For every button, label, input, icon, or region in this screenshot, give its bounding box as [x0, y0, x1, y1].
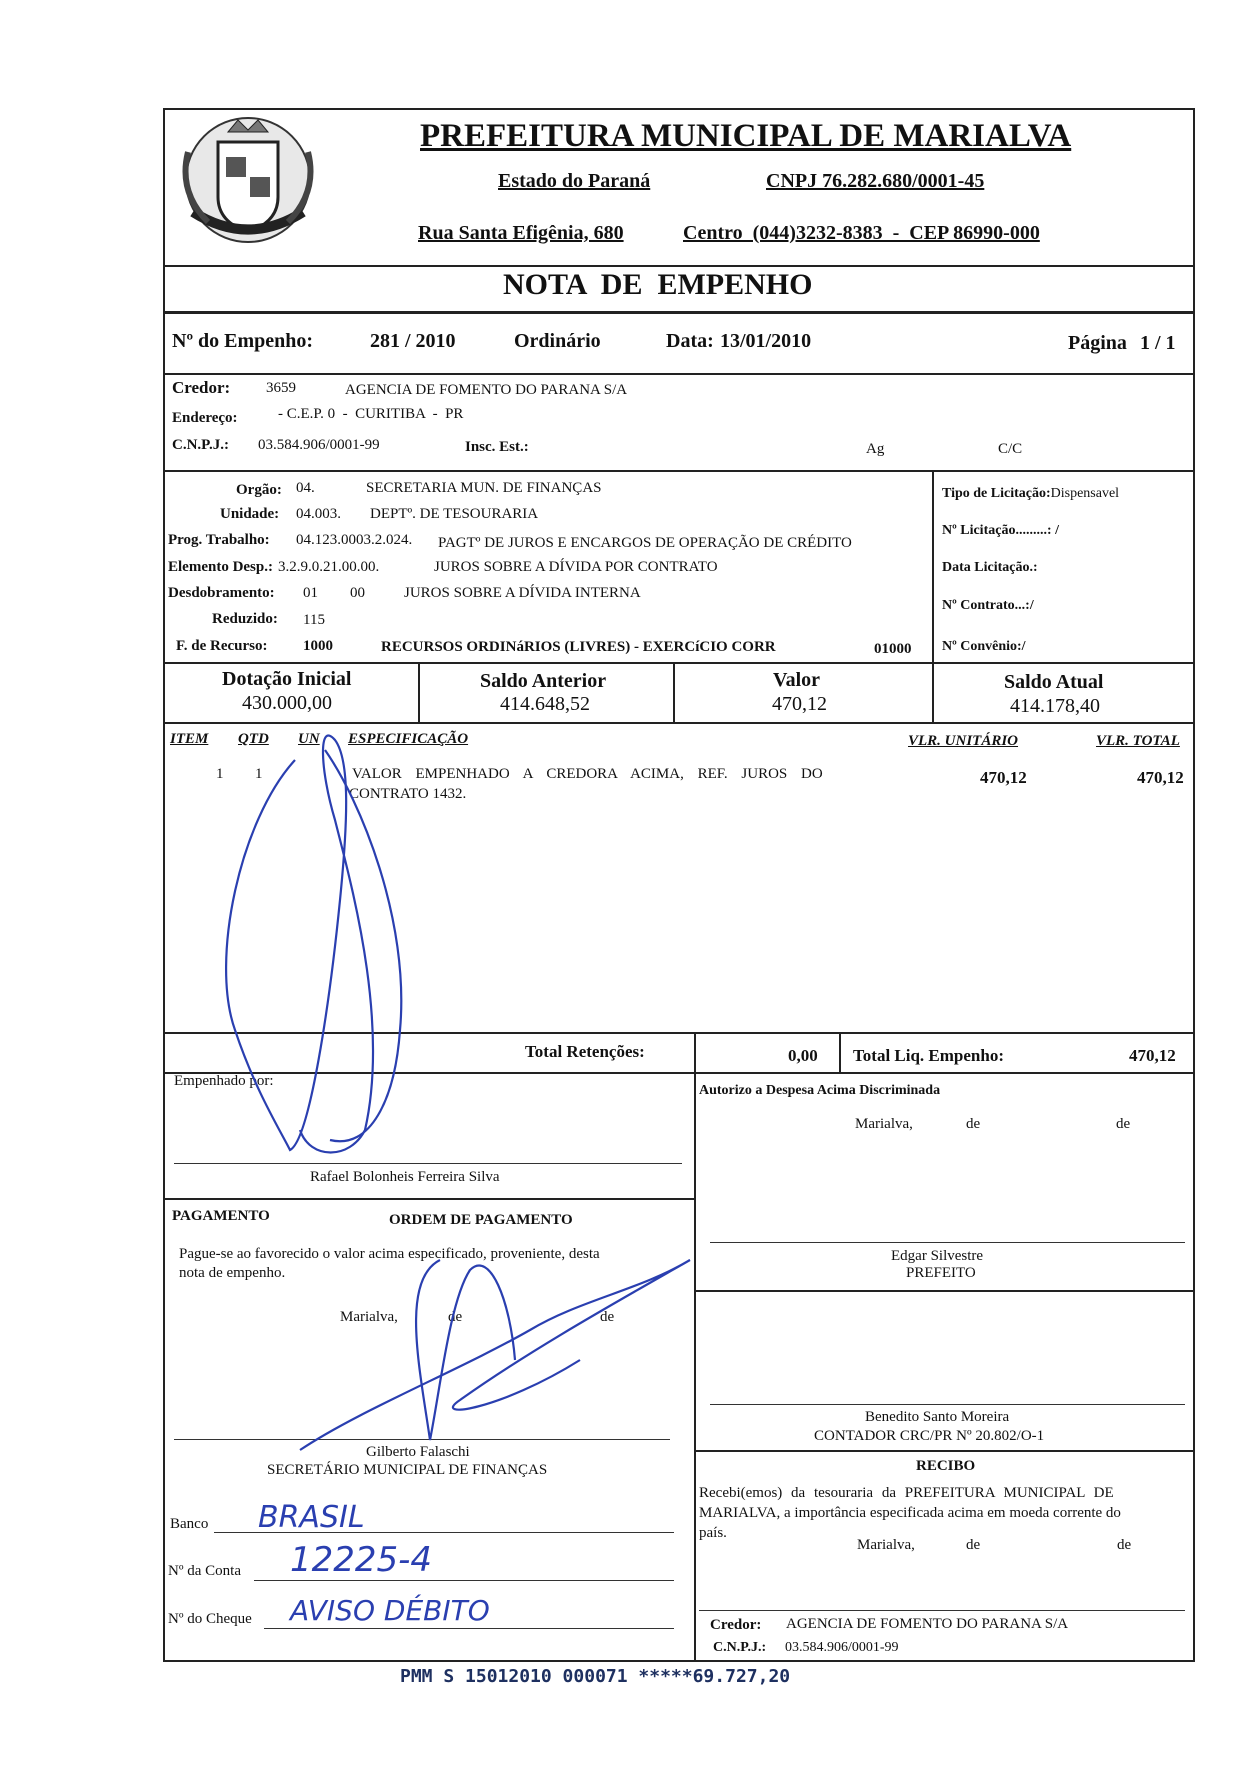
conta-label: Nº da Conta — [168, 1563, 241, 1579]
total-liq-value: 470,12 — [1129, 1046, 1176, 1065]
doc-title: NOTA DE EMPENHO — [503, 268, 813, 301]
col-especificacao: ESPECIFICAÇÃO — [348, 731, 469, 747]
recibo-label: RECIBO — [916, 1458, 976, 1474]
saldo-anterior-value: 414.648,52 — [500, 693, 590, 715]
conta-handwritten: 12225-4 — [290, 1540, 433, 1580]
autorizo-de1: de — [966, 1116, 981, 1132]
address-street: Rua Santa Efigênia, 680 — [418, 222, 624, 244]
tipo-licitacao-label — [942, 486, 1119, 502]
empenhado-label: Empenhado por: — [174, 1073, 274, 1089]
cnpj-label: C.N.P.J.: — [172, 437, 229, 453]
page-value: 1 / 1 — [1140, 332, 1176, 354]
data-licitacao: Data Licitação.: — [942, 560, 1038, 575]
prog-label: Prog. Trabalho: — [168, 532, 270, 548]
recibo-credor-value: AGENCIA DE FOMENTO DO PARANA S/A — [786, 1616, 1069, 1632]
orgao-label: Orgão: — [236, 482, 282, 498]
desd-name: JUROS SOBRE A DÍVIDA INTERNA — [404, 585, 641, 601]
elem-name: JUROS SOBRE A DÍVIDA POR CONTRATO — [434, 559, 718, 575]
row-espec-2: CONTRATO 1432. — [349, 786, 467, 802]
credor-label: Credor: — [172, 378, 231, 397]
prefeito-cargo: PREFEITO — [906, 1265, 976, 1281]
fonte-name: RECURSOS ORDINáRIOS (LIVRES) - EXERCíCIO CORR — [381, 639, 776, 655]
cheque-label: Nº do Cheque — [168, 1611, 252, 1627]
prog-code: 04.123.0003.2.024. — [296, 532, 413, 548]
prefeito-nome: Edgar Silvestre — [891, 1248, 984, 1264]
banco-label: Banco — [170, 1516, 209, 1532]
dotacao-inicial-label: Dotação Inicial — [222, 668, 352, 690]
col-un: UN — [298, 731, 320, 747]
elem-label: Elemento Desp.: — [168, 559, 273, 575]
orgao-code: 04. — [296, 480, 315, 496]
cc-label: C/C — [998, 441, 1023, 457]
coat-of-arms-logo — [168, 112, 328, 262]
empenho-number-label: Nº do Empenho: — [172, 330, 314, 352]
prog-name: PAGTº DE JUROS E ENCARGOS DE OPERAÇÃO DE CRÉDITO — [438, 535, 852, 551]
pagamento-texto-2: nota de empenho. — [179, 1265, 286, 1281]
num-contrato: Nº Contrato...:/ — [942, 598, 1034, 613]
credor-name: AGENCIA DE FOMENTO DO PARANA S/A — [345, 382, 628, 398]
fonte-code: 1000 — [303, 638, 333, 654]
num-convenio: Nº Convênio:/ — [942, 639, 1026, 654]
saldo-atual-value: 414.178,40 — [1010, 695, 1100, 717]
estado: Estado do Paraná — [498, 170, 651, 192]
row-item: 1 — [216, 766, 224, 782]
reduzido-label: Reduzido: — [212, 611, 278, 627]
total-liq-label: Total Liq. Empenho: — [853, 1046, 1004, 1065]
row-vlr-total: 470,12 — [1137, 768, 1184, 787]
num-licitacao: Nº Licitação.........: / — [942, 523, 1059, 538]
total-retencoes-label: Total Retenções: — [525, 1042, 645, 1061]
endereco-label: Endereço: — [172, 410, 238, 426]
autorizo-local: Marialva, — [855, 1116, 913, 1132]
pagamento-local: Marialva, — [340, 1309, 398, 1325]
handwritten-signature-empenho — [200, 700, 460, 1160]
handwritten-signature-ordem — [280, 1240, 700, 1470]
date-value: 13/01/2010 — [720, 330, 812, 352]
contador-nome: Benedito Santo Moreira — [865, 1409, 1010, 1425]
recibo-credor-label: Credor: — [710, 1617, 762, 1633]
fonte-code-2: 01000 — [874, 641, 912, 657]
fonte-label: F. de Recurso: — [176, 638, 268, 654]
col-vlr-total: VLR. TOTAL — [1096, 733, 1180, 749]
autorizo-de2: de — [1116, 1116, 1131, 1132]
unidade-code: 04.003. — [296, 506, 341, 522]
recibo-texto-2: MARIALVA, a importância especificada acima em moeda corrente do — [699, 1505, 1121, 1521]
autorizo-label: Autorizo a Despesa Acima Discriminada — [699, 1083, 941, 1098]
unidade-label: Unidade: — [220, 506, 280, 522]
ag-label: Ag — [866, 441, 885, 457]
desd-b: 00 — [350, 585, 365, 601]
reduzido-value: 115 — [303, 612, 325, 628]
saldo-anterior-label: Saldo Anterior — [480, 670, 607, 692]
endereco-value: - C.E.P. 0 - CURITIBA - PR — [278, 406, 464, 422]
row-vlr-unit: 470,12 — [980, 768, 1027, 787]
footer-stamp: PMM S 15012010 000071 *****69.727,20 — [400, 1666, 791, 1687]
orgao-name: SECRETARIA MUN. DE FINANÇAS — [366, 480, 602, 496]
recibo-texto-3: país. — [699, 1525, 727, 1541]
row-qtd: 1 — [255, 766, 263, 782]
total-retencoes-value: 0,00 — [788, 1046, 818, 1065]
empenhado-nome: Rafael Bolonheis Ferreira Silva — [310, 1169, 500, 1185]
empenho-number: 281 / 2010 — [370, 330, 456, 352]
banco-handwritten: BRASIL — [258, 1500, 365, 1535]
page-label: Página — [1068, 332, 1127, 354]
col-vlr-unitario: VLR. UNITÁRIO — [908, 733, 1019, 749]
desd-a: 01 — [303, 585, 318, 601]
empenho-type: Ordinário — [514, 330, 601, 352]
recibo-cnpj-value: 03.584.906/0001-99 — [785, 1640, 899, 1655]
valor-label: Valor — [773, 669, 821, 691]
recibo-local: Marialva, — [857, 1537, 915, 1553]
secretario-nome: Gilberto Falaschi — [366, 1444, 470, 1460]
pagamento-de1: de — [448, 1309, 463, 1325]
unidade-name: DEPTº. DE TESOURARIA — [370, 506, 539, 522]
desd-label: Desdobramento: — [168, 585, 275, 601]
pagamento-label: PAGAMENTO — [172, 1208, 270, 1224]
col-qtd: QTD — [238, 731, 269, 747]
cnpj-header: CNPJ 76.282.680/0001-45 — [766, 170, 985, 192]
pagamento-de2: de — [600, 1309, 615, 1325]
cnpj-value: 03.584.906/0001-99 — [258, 437, 380, 453]
row-espec-1: VALOR EMPENHADO A CREDORA ACIMA, REF. JUROS DO — [352, 766, 823, 782]
dotacao-inicial-value: 430.000,00 — [242, 692, 332, 714]
insc-label: Insc. Est.: — [465, 439, 529, 455]
pagamento-texto-1: Pague-se ao favorecido o valor acima especificado, proveniente, desta — [179, 1246, 600, 1262]
recibo-texto-1: Recebi(emos) da tesouraria da PREFEITURA MUNICIPAL DE — [699, 1485, 1114, 1501]
secretario-cargo: SECRETÁRIO MUNICIPAL DE FINANÇAS — [267, 1462, 548, 1478]
elem-code: 3.2.9.0.21.00.00. — [278, 559, 380, 575]
saldo-atual-label: Saldo Atual — [1004, 671, 1104, 693]
recibo-de1: de — [966, 1537, 981, 1553]
ordem-pagamento-label: ORDEM DE PAGAMENTO — [389, 1212, 573, 1228]
tipo-licitacao-label-text: Tipo de Licitação: — [942, 486, 1051, 501]
valor-value: 470,12 — [772, 693, 827, 715]
date-label: Data: — [666, 330, 714, 352]
cheque-handwritten: AVISO DÉBITO — [290, 1594, 490, 1627]
address-rest: Centro (044)3232-8383 - CEP 86990-000 — [683, 222, 1040, 244]
org-title: PREFEITURA MUNICIPAL DE MARIALVA — [420, 118, 1072, 154]
tipo-licitacao-value: Dispensavel — [1050, 486, 1120, 501]
credor-code: 3659 — [266, 380, 296, 396]
recibo-cnpj-label: C.N.P.J.: — [713, 1640, 767, 1655]
contador-cargo: CONTADOR CRC/PR Nº 20.802/O-1 — [814, 1428, 1045, 1444]
col-item: ITEM — [170, 731, 209, 747]
recibo-de2: de — [1117, 1537, 1132, 1553]
